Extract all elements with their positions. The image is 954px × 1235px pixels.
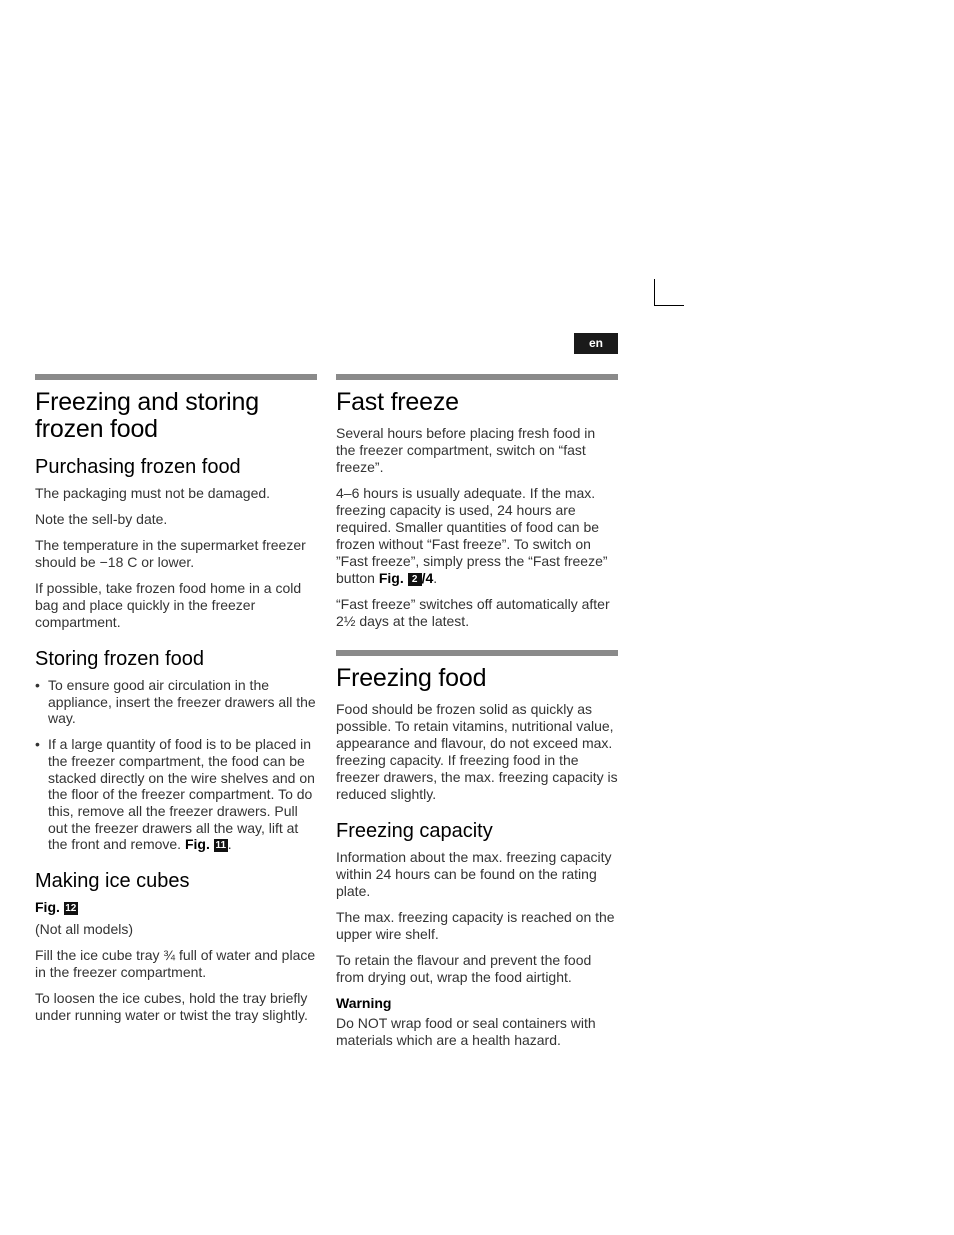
paragraph: To loosen the ice cubes, hold the tray briefly under running water or twist the tray slightly. (35, 990, 308, 1024)
heading-storing: Storing frozen food (35, 648, 204, 670)
figure-number-badge: 2 (408, 573, 422, 586)
storing-list (35, 677, 317, 853)
paragraph: Several hours before placing fresh food in the freezer compartment, switch on “fast freeze”. (336, 425, 596, 475)
paragraph: The temperature in the supermarket freezer should be −18 C or lower. (35, 537, 306, 570)
paragraph: The packaging must not be damaged. (35, 485, 271, 501)
heading-ice-cubes: Making ice cubes (35, 870, 190, 893)
fig-reference: Fig. 11 (184, 836, 227, 853)
figure-number-badge: 11 (215, 840, 227, 852)
paragraph: If possible, take frozen food home in a cold bag and place quickly in the freezer compartment. (35, 580, 302, 630)
freezing-food-section (336, 650, 618, 1049)
list-item: • To ensure good air circulation in the appliance, insert the freezer drawers all the way. (35, 677, 317, 727)
section-rule (336, 650, 618, 656)
list-item: • If a large quantity of food is to be placed in the freezer compartment, the food can be stacked directly on the wire shelves and on the floor of the freezer compartment. To do this, remove all the freezer drawers. Pull out the freezer drawers all the way, lift at the front and remove. Fig. 11 . (35, 736, 317, 853)
language-badge: en (574, 333, 618, 354)
warning-label: Warning (336, 995, 392, 1011)
paragraph: (Not all models) (35, 921, 134, 938)
paragraph: To retain the flavour and prevent the food from drying out, wrap the food airtight. (336, 952, 592, 985)
paragraph: Food should be frozen solid as quickly as possible. To retain vitamins, nutritional value, appearance and flavour, do not exceed max. freezing capacity. If freezing food in the freezer drawers, the max. freezing capacity is reduced slightly. (336, 701, 618, 802)
paragraph: “Fast freeze” switches off automatically after 2½ days at the latest. (336, 596, 610, 629)
warning-text: Do NOT wrap food or seal containers with materials which are a health hazard. (336, 1015, 596, 1048)
section-rule (35, 374, 317, 380)
fig-reference: Fig. 2 /4 (378, 570, 434, 586)
section-title-fast-freeze: Fast freeze (336, 388, 459, 416)
crop-mark-horizontal (654, 305, 684, 306)
figure-number-badge: 12 (65, 903, 77, 915)
paragraph: Fill the ice cube tray ¾ full of water and place in the freezer compartment. (35, 947, 316, 981)
section-title-freezing-food: Freezing food (336, 664, 487, 692)
paragraph: 4–6 hours is usually adequate. If the max. freezing capacity is used, 24 hours are required. Smaller quantities of food can be frozen without “Fast freeze”. To switch on ”Fast freeze”, simply press the “Fast freeze” button Fig. 2 /4. (336, 485, 608, 586)
section-rule (336, 374, 618, 380)
right-column (336, 374, 618, 1058)
crop-mark-vertical (654, 279, 655, 306)
left-column (35, 374, 317, 1033)
section-title-freezing-storing: Freezing and storing frozen food (35, 388, 259, 443)
fig-reference: Fig. 12 (35, 899, 77, 916)
paragraph: Note the sell-by date. (35, 511, 168, 527)
paragraph: Information about the max. freezing capacity within 24 hours can be found on the rating plate. (336, 849, 612, 899)
heading-freezing-capacity: Freezing capacity (336, 820, 493, 842)
paragraph: The max. freezing capacity is reached on the upper wire shelf. (336, 909, 615, 942)
heading-purchasing: Purchasing frozen food (35, 456, 241, 478)
